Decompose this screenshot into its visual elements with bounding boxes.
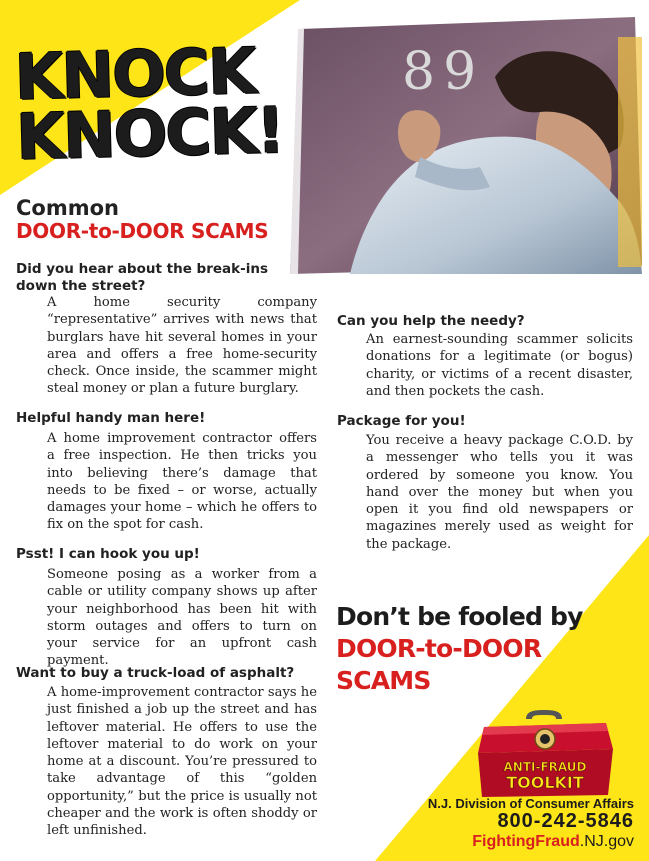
door-number: 89 bbox=[402, 42, 485, 102]
section-heading-break-ins bbox=[16, 261, 268, 295]
website[interactable] bbox=[472, 833, 634, 851]
section-body-handy-man: A home improvement contractor offers a free inspection. He then tricks you into believing there’s damage that needs to be fixed – or worse, actually damages your home – which he offers to fix on the spot for cash. bbox=[47, 431, 317, 533]
tagline-line-3: SCAMS bbox=[336, 666, 431, 695]
section-heading-line: down the street? bbox=[16, 278, 146, 294]
section-heading-needy bbox=[337, 313, 525, 330]
tagline-line-1: Don’t be fooled by bbox=[336, 602, 583, 631]
section-heading-line: Helpful handy man here! bbox=[16, 410, 206, 426]
toolkit-line-2: TOOLKIT bbox=[506, 773, 584, 792]
agency-name: N.J. Division of Consumer Affairs bbox=[427, 796, 634, 811]
section-heading-asphalt bbox=[16, 665, 294, 682]
tagline bbox=[336, 601, 583, 697]
section-heading-line: Psst! I can hook you up! bbox=[16, 546, 200, 562]
headline-line-2: KNOCK! bbox=[15, 93, 285, 174]
section-body-hook-up: Someone posing as a worker from a cable or utility company shows up after your neighborhood has been hit with storm outages and offers to turn on your service for an upfront cash payment. bbox=[47, 567, 317, 669]
subtitle-scams: DOOR-to-DOOR SCAMS bbox=[16, 219, 269, 243]
section-heading-line: Want to buy a truck-load of asphalt? bbox=[16, 665, 295, 681]
section-heading-line: Did you hear about the break-ins bbox=[16, 261, 268, 277]
section-body-break-ins: A home security company “representative” arrives with news that burglars have hit several homes in your area and offers a free home-security check. Once inside, the scammer might steal money or plan a future burglary. bbox=[47, 295, 317, 397]
door-knocking-photo bbox=[290, 17, 642, 274]
toolkit-line-1: ANTI-FRAUD bbox=[503, 760, 587, 774]
website-red-part: FightingFraud bbox=[472, 833, 580, 850]
subtitle-common: Common bbox=[16, 196, 119, 220]
section-heading-line: Package for you! bbox=[337, 413, 466, 429]
section-heading-handy-man bbox=[16, 410, 205, 427]
section-body-needy: An earnest-sounding scammer solicits donations for a legitimate (or bogus) charity, or victims of a recent disaster, and then pockets the cash. bbox=[366, 332, 633, 399]
headline bbox=[13, 34, 285, 174]
tagline-line-2: DOOR-to-DOOR bbox=[336, 634, 542, 663]
phone-number: 800-242-5846 bbox=[497, 810, 634, 832]
anti-fraud-toolkit-logo bbox=[476, 709, 613, 797]
section-body-asphalt: A home-improvement contractor says he just finished a job up the street and has leftover material. He offers to use the leftover material to do work on your home at a discount. You’re pressured to take advantage of this “golden opportunity,” but the price is usually not cheaper and the work is often shoddy or left unfinished. bbox=[47, 685, 317, 839]
section-heading-hook-up bbox=[16, 546, 200, 563]
section-body-package: You receive a heavy package C.O.D. by a messenger who tells you it was ordered by someone you know. You hand over the money but when you open it you find old newspapers or magazines merely used as weight for the package. bbox=[366, 433, 633, 552]
website-domain-part: .NJ.gov bbox=[579, 833, 634, 850]
headline-line-1: KNOCK bbox=[13, 34, 256, 114]
section-heading-package bbox=[337, 413, 466, 430]
section-heading-line: Can you help the needy? bbox=[337, 313, 525, 329]
